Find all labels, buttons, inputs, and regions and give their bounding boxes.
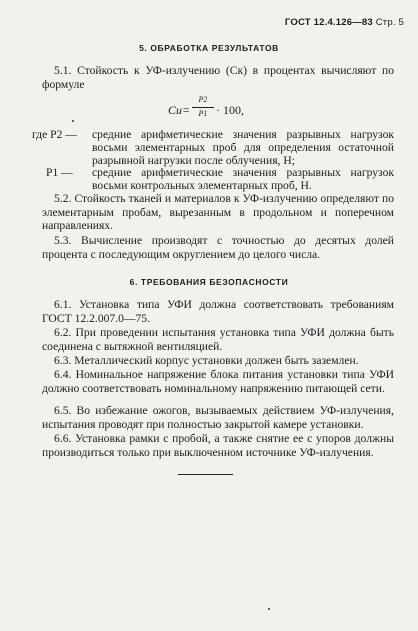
paragraph-6-6: 6.6. Установка рамки с пробой, а также снятие ее с упоров должны производиться только при выключенном источнике УФ-излучения. [42, 432, 394, 459]
formula-lhs: Cи= [168, 103, 191, 117]
section-5-title: 5. ОБРАБОТКА РЕЗУЛЬТАТОВ [139, 43, 279, 53]
end-rule [178, 474, 233, 475]
fraction-bar [192, 107, 214, 108]
page-header [285, 17, 404, 28]
paragraph-6-1: 6.1. Установка типа УФИ должна соответствовать требованиям ГОСТ 12.2.007.0—75. [42, 298, 394, 325]
formula-rhs: · 100, [216, 103, 244, 117]
paragraph-5-2: 5.2. Стойкость тканей и материалов к УФ-излучению определяют по элементарным пробам, вырезанным в продольном и поперечном направлениях. [42, 192, 394, 233]
paragraph-5-1: 5.1. Стойкость к УФ-излучению (Cк) в процентах вычисляют по формуле [42, 64, 394, 91]
paragraph-6-2: 6.2. При проведении испытания установка типа УФИ должна быть соединена с вытяжной вентиляцией. [42, 326, 394, 353]
definition-p2-label: где P2 — [32, 128, 77, 141]
formula-denominator: P1 [198, 109, 208, 118]
paragraph-6-5: 6.5. Во избежание ожогов, вызываемых действием УФ-излучения, испытания проводят при полностью закрытой камере установки. [42, 404, 394, 431]
page-number: Стр. 5 [375, 17, 404, 28]
paragraph-5-3: 5.3. Вычисление производят с точностью до десятых долей процента с последующим округлением до целого числа. [42, 234, 394, 261]
section-6-title: 6. ТРЕБОВАНИЯ БЕЗОПАСНОСТИ [129, 277, 289, 287]
formula-fraction [192, 95, 214, 118]
formula-numerator: P2 [198, 95, 208, 104]
definition-p2-text: средние арифметические значения разрывных нагрузок восьми элементарных проб для определения остаточной разрывной нагрузки после облучения, Н; [92, 128, 394, 167]
paragraph-6-4: 6.4. Номинальное напряжение блока питания установки типа УФИ должно соответствовать номинальному напряжению питающей сети. [42, 368, 394, 395]
standard-code: ГОСТ 12.4.126—83 [284, 17, 373, 28]
paragraph-6-3: 6.3. Металлический корпус установки должен быть заземлен. [54, 354, 359, 367]
speck [268, 608, 270, 610]
definition-p1-text: средние арифметические значения разрывных нагрузок восьми контрольных элементарных проб, Н. [92, 166, 394, 192]
speck [72, 120, 74, 122]
definition-p1-label: P1 — [46, 166, 73, 179]
